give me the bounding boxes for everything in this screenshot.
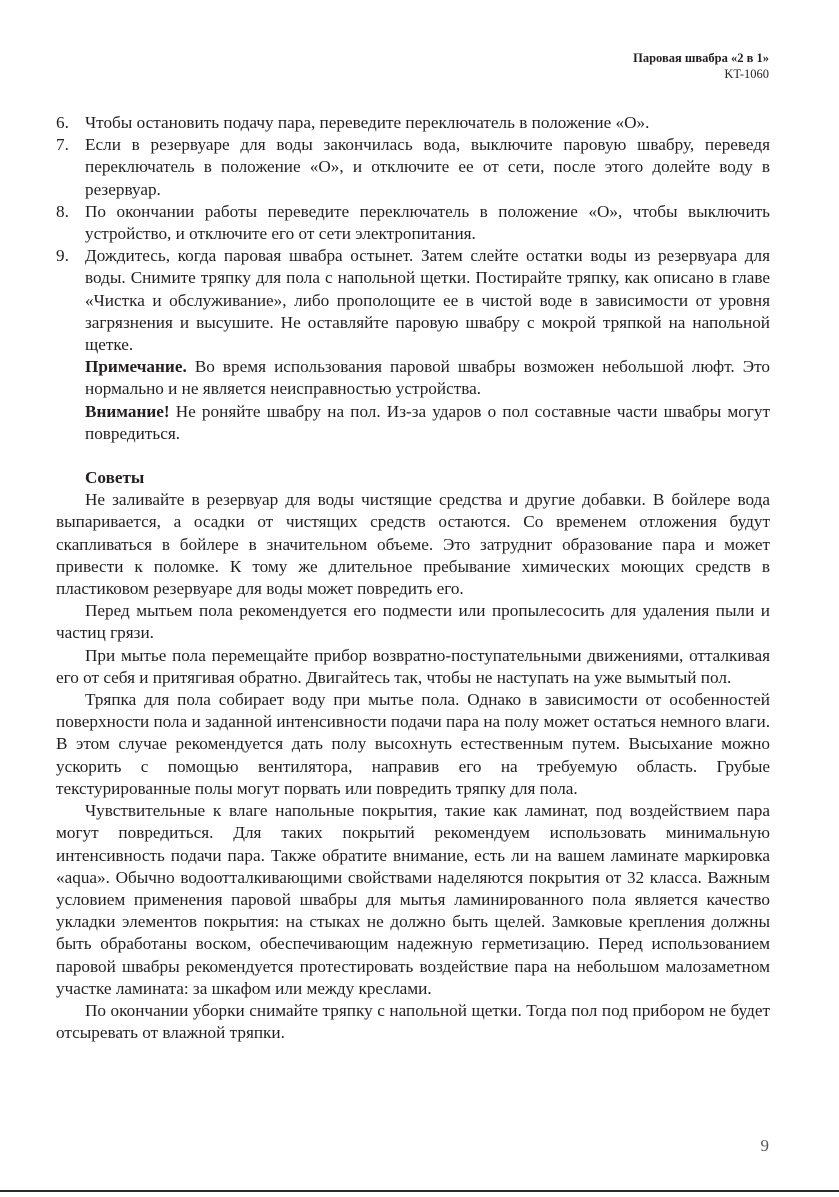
page-content bbox=[56, 112, 770, 1044]
warning-paragraph bbox=[56, 401, 770, 445]
warning-label: Внимание! bbox=[85, 401, 170, 421]
step-text: Чтобы остановить подачу пара, переведите переключатель в положение «О». bbox=[85, 113, 650, 132]
tips-paragraph: При мытье пола перемещайте прибор возвратно-поступательными движениями, отталкивая его от себя и притягивая обратно. Двигайтесь так, чтобы не наступать на уже вымытый пол. bbox=[56, 645, 770, 687]
step-text: Если в резервуаре для воды закончилась вода, выключите паровую швабру, переведя переключатель в положение «О», и отключите ее от сети, после этого долейте воду в резервуар. bbox=[85, 135, 770, 199]
list-item bbox=[56, 201, 770, 245]
tips-heading: Советы bbox=[85, 468, 145, 488]
note-paragraph bbox=[56, 356, 770, 400]
tips-paragraph: По окончании уборки снимайте тряпку с напольной щетки. Тогда пол под прибором не будет отсыревать от влажной тряпки. bbox=[56, 1000, 770, 1043]
list-item bbox=[56, 134, 770, 201]
list-item bbox=[56, 245, 770, 356]
header-product-title: Паровая швабра «2 в 1» bbox=[633, 51, 769, 65]
note-label: Примечание. bbox=[85, 357, 187, 377]
page-number: 9 bbox=[760, 1136, 769, 1155]
note-text: Во время использования паровой швабры возможен небольшой люфт. Это нормально и не является неисправностью устройства. bbox=[85, 357, 770, 399]
step-number: 9. bbox=[56, 246, 69, 266]
steps-list bbox=[56, 112, 770, 356]
tips-paragraph: Тряпка для пола собирает воду при мытье пола. Однако в зависимости от особенностей поверхности пола и заданной интенсивности подачи пара на полу может остаться немного влаги. В этом случае рекомендуется дать полу высохнуть естественным путем. Высыхание можно ускорить с помощью вентилятора, направив его на требуемую область. Грубые текстурированные полы могут порвать или повредить тряпку для пола. bbox=[56, 690, 770, 798]
tips-paragraph: Чувствительные к влаге напольные покрытия, такие как ламинат, под воздействием пара могут повредиться. Для таких покрытий рекомендуем использовать минимальную интенсивность подачи пара. Также обратите внимание, есть ли на вашем ламинате маркировка «aqua». Обычно водоотталкивающими свойствами наделяются покрытия от 32 класса. Важным условием применения паровой швабры для мытья ламинированного пола является качество укладки элементов покрытия: на стыках не должно быть щелей. Замковые крепления должны быть обработаны воском, обеспечивающим надежную герметизацию. Перед использованием паровой швабры рекомендуется протестировать воздействие пара на небольшом малозаметном участке ламината: за шкафом или между креслами. bbox=[56, 801, 770, 998]
warning-text: Не роняйте швабру на пол. Из-за ударов о пол составные части швабры могут повредиться. bbox=[85, 401, 770, 443]
running-header bbox=[633, 50, 769, 82]
tips-paragraph: Перед мытьем пола рекомендуется его подмести или пропылесосить для удаления пыли и частиц грязи. bbox=[56, 601, 770, 643]
list-item bbox=[56, 112, 770, 134]
step-text: По окончании работы переведите переключатель в положение «О», чтобы выключить устройство, и отключите его от сети электропитания. bbox=[85, 201, 770, 244]
step-number: 8. bbox=[56, 201, 69, 221]
header-model-number: KT-1060 bbox=[724, 67, 769, 81]
step-number: 6. bbox=[56, 113, 69, 132]
step-number: 7. bbox=[56, 135, 69, 155]
tips-paragraph: Не заливайте в резервуар для воды чистящие средства и другие добавки. В бойлере вода выпаривается, а осадки от чистящих средств остаются. Со временем отложения будут скапливаться в бойлере в значительном объеме. Это затруднит образование пара и может привести к поломке. К тому же длительное пребывание химических моющих средств в пластиковом резервуаре для воды может повредить его. bbox=[56, 490, 770, 599]
step-text: Дождитесь, когда паровая швабра остынет. Затем слейте остатки воды из резервуара для воды. Снимите тряпку для пола с напольной щетки. Постирайте тряпку, как описано в главе «Чистка и обслуживание», либо прополощите ее в чистой воде в зависимости от уровня загрязнения и высушите. Не оставляйте паровую швабру с мокрой тряпкой на напольной щетке. bbox=[85, 246, 770, 355]
footer-divider bbox=[0, 1190, 839, 1192]
